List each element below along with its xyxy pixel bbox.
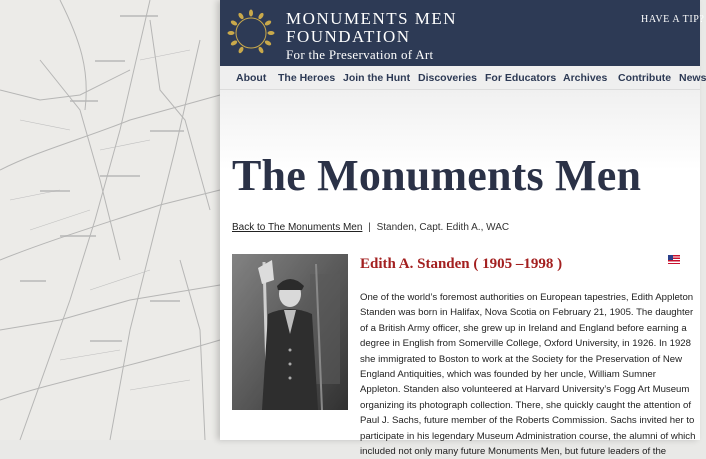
- person-name-heading: Edith A. Standen ( 1905 –1998 ): [360, 256, 563, 272]
- biography-text: One of the world’s foremost authorities on European tapestries, Edith Appleton Standen was born in Halifax, Nova Scotia on February 21, 1905. The daughter of a British Army officer, she grew up in Ireland and England before earning a degree in English from Somerville College, Oxford University, in 1926. In 1928 she immigrated to Boston to work at the Society for the Preservation of New England Antiquities, which was founded by her uncle, William Sumner Appleton. Standen also volunteered at Harvard University’s Fogg Art Museum organizing its photograph collection. There, she quickly caught the attention of Paul J. Sachs, future member of the Roberts Commission. Sachs invited her to participate in his legendary Museum Administration course, the alumni of which included not only many future Monuments Men, but future leaders of the: [360, 292, 696, 458]
- laurel-wreath-icon[interactable]: [226, 8, 276, 58]
- site-brand[interactable]: [286, 10, 457, 62]
- nav-discoveries[interactable]: Discoveries: [418, 72, 477, 84]
- site-header: [220, 0, 705, 66]
- breadcrumb: [232, 222, 509, 233]
- nav-the-heroes[interactable]: The Heroes: [278, 72, 336, 84]
- nav-join-the-hunt[interactable]: Join the Hunt: [343, 72, 411, 84]
- have-a-tip-link[interactable]: HAVE A TIP?: [641, 14, 705, 25]
- breadcrumb-separator: |: [368, 222, 371, 233]
- breadcrumb-back-link[interactable]: Back to The Monuments Men: [232, 222, 363, 233]
- nav-contribute[interactable]: Contribute: [618, 72, 672, 84]
- nav-archives[interactable]: Archives: [563, 72, 608, 84]
- brand-tagline: For the Preservation of Art: [286, 47, 434, 62]
- nav-news[interactable]: News: [679, 72, 706, 84]
- page-title: The Monuments Men: [232, 151, 642, 200]
- brand-name-line2: FOUNDATION: [286, 27, 411, 46]
- breadcrumb-current: Standen, Capt. Edith A., WAC: [376, 222, 510, 233]
- profile-photo: [232, 254, 348, 410]
- web-page: [220, 0, 706, 458]
- map-illustration: [0, 0, 220, 440]
- nav-about[interactable]: About: [236, 72, 267, 84]
- brand-name-line1: MONUMENTS MEN: [286, 9, 458, 28]
- map-background: [0, 0, 220, 440]
- main-navigation: [220, 66, 706, 90]
- us-flag-icon: [668, 255, 680, 264]
- nav-for-educators[interactable]: For Educators: [485, 72, 557, 84]
